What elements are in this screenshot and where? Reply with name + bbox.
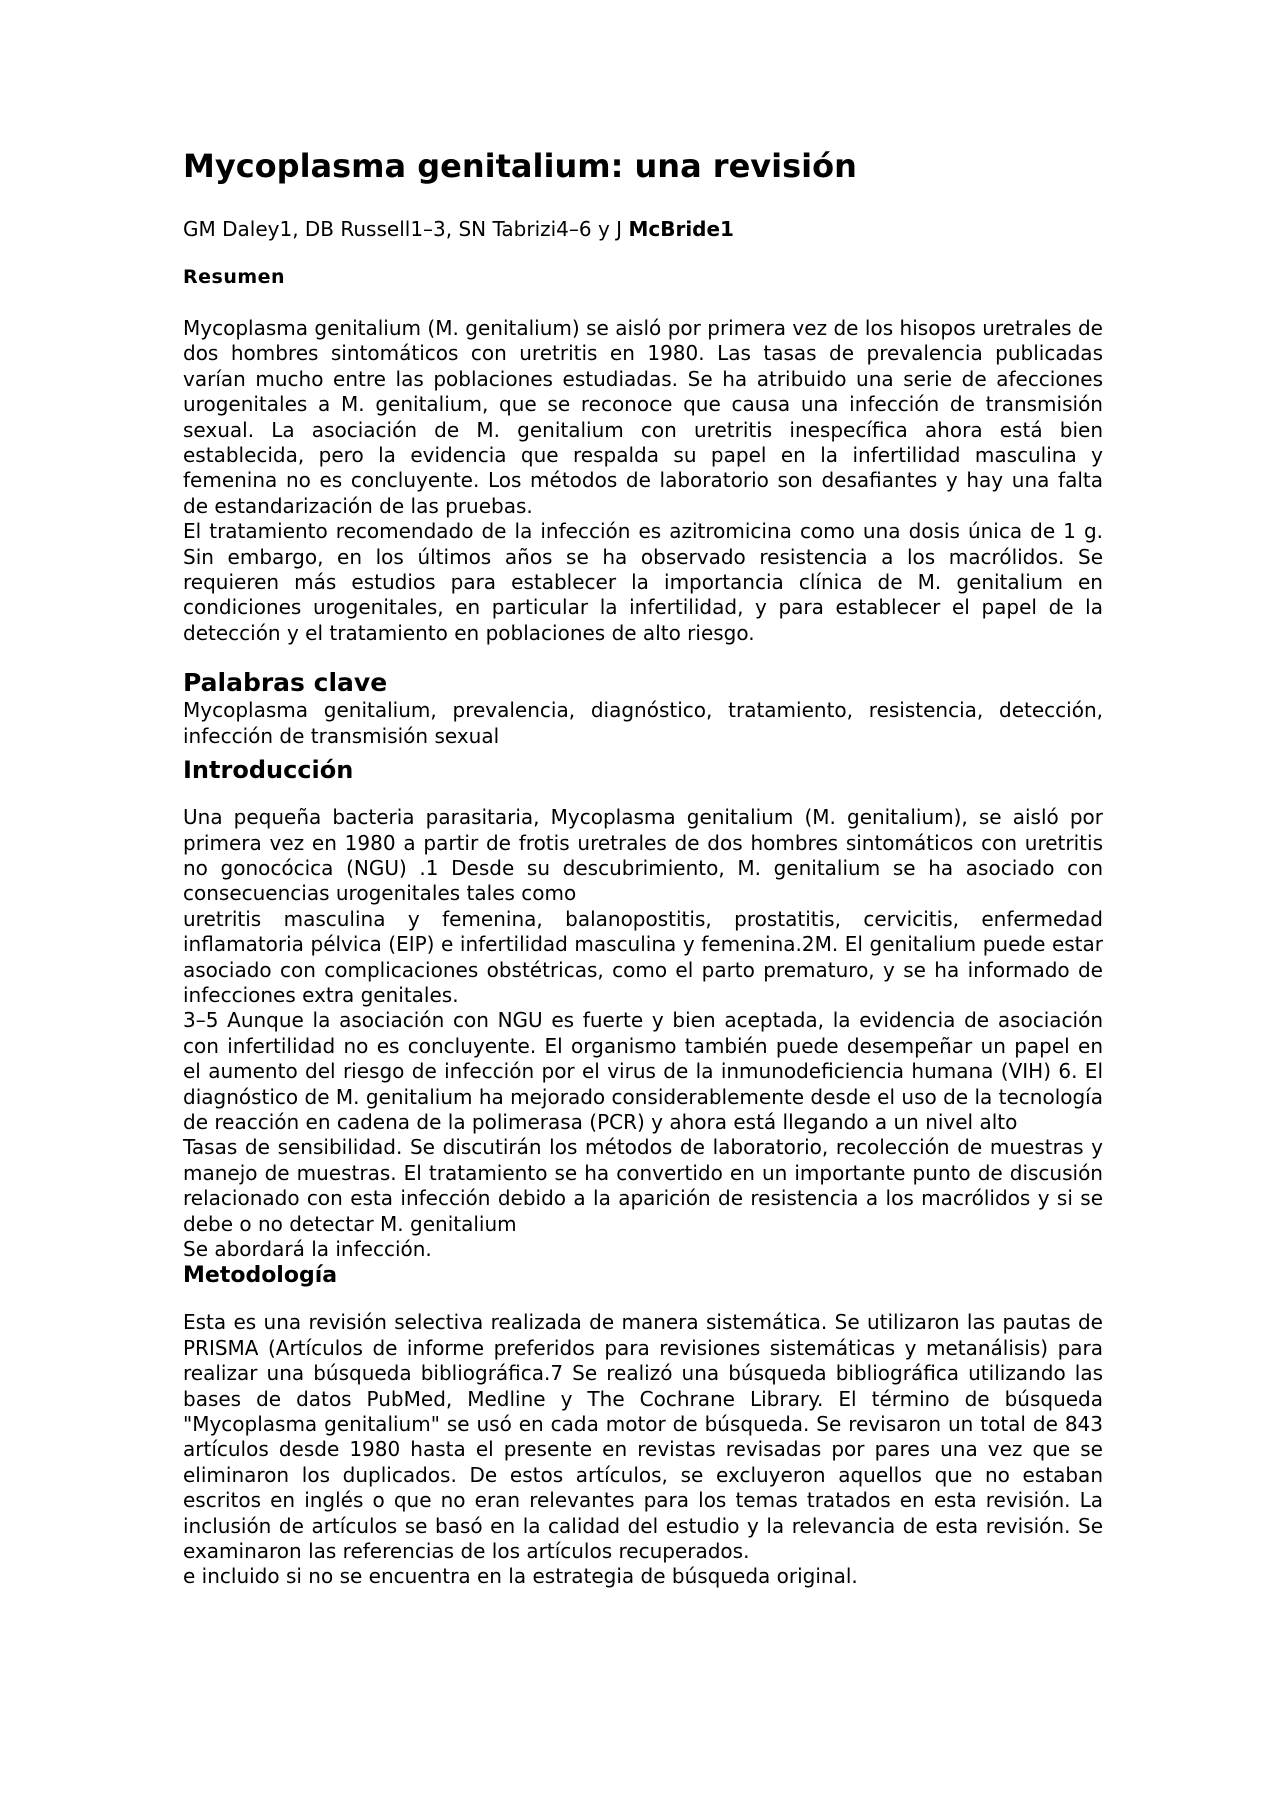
- keywords-section: [183, 668, 1103, 749]
- resumen-label: Resumen: [183, 266, 286, 288]
- intro-paragraph: 3–5 Aunque la asociación con NGU es fuerte y bien aceptada, la evidencia de asociación con infertilidad no es concluyente. El organismo también puede desempeñar un papel en el aumento del riesgo de infección por el virus de la inmunodeficiencia humana (VIH) 6. El diagnóstico de M. genitalium ha mejorado considerablemente desde el uso de la tecnología de reacción en cadena de la polimerasa (PCR) y ahora está llegando a un nivel alto: [183, 1008, 1103, 1134]
- intro-paragraph: Tasas de sensibilidad. Se discutirán los métodos de laboratorio, recolección de muestras y manejo de muestras. El tratamiento se ha convertido en un importante punto de discusión relacionado con esta infección debido a la aparición de resistencia a los macrólidos y si se debe o no detectar M. genitalium: [183, 1135, 1103, 1236]
- intro-paragraph: Una pequeña bacteria parasitaria, Mycoplasma genitalium (M. genitalium), se aisló por primera vez en 1980 a partir de frotis uretrales de dos hombres sintomáticos con uretritis no gonocócica (NGU) .1 Desde su descubrimiento, M. genitalium se ha asociado con consecuencias urogenitales tales como: [183, 805, 1103, 906]
- authors-text: GM Daley1, DB Russell1–3, SN Tabrizi4–6 y J: [183, 217, 629, 241]
- document-title: Mycoplasma genitalium: una revisión: [183, 147, 857, 185]
- resumen-paragraph: Mycoplasma genitalium (M. genitalium) se aisló por primera vez de los hisopos uretrales de dos hombres sintomáticos con uretritis en 1980. Las tasas de prevalencia publicadas varían mucho entre las poblaciones estudiadas. Se ha atribuido una serie de afecciones urogenitales a M. genitalium, que se reconoce que causa una infección de transmisión sexual. La asociación de M. genitalium con uretritis inespecífica ahora está bien establecida, pero la evidencia que respalda su papel en la infertilidad masculina y femenina no es concluyente. Los métodos de laboratorio son desafiantes y hay una falta de estandarización de las pruebas.: [183, 316, 1103, 518]
- intro-paragraph: Se abordará la infección.: [183, 1237, 432, 1261]
- keywords-text: Mycoplasma genitalium, prevalencia, diagnóstico, tratamiento, resistencia, detección, infección de transmisión sexual: [183, 698, 1103, 748]
- resumen-paragraph: El tratamiento recomendado de la infección es azitromicina como una dosis única de 1 g. Sin embargo, en los últimos años se ha observado resistencia a los macrólidos. Se requieren más estudios para establecer la importancia clínica de M. genitalium en condiciones urogenitales, en particular la infertilidad, y para establecer el papel de la detección y el tratamiento en poblaciones de alto riesgo.: [183, 519, 1103, 645]
- method-section: [183, 1262, 1103, 1589]
- document-page: [183, 146, 1103, 1590]
- method-paragraph: e incluido si no se encuentra en la estrategia de búsqueda original.: [183, 1564, 858, 1589]
- intro-paragraph: uretritis masculina y femenina, balanopostitis, prostatitis, cervicitis, enfermedad inflamatoria pélvica (EIP) e infertilidad masculina y femenina.2M. El genitalium puede estar asociado con complicaciones obstétricas, como el parto prematuro, y se ha informado de infecciones extra genitales.: [183, 906, 1103, 1007]
- resumen-section: [183, 316, 1103, 646]
- authors-line: [183, 216, 1103, 242]
- keywords-heading: Palabras clave: [183, 668, 388, 698]
- authors-bold-name: McBride1: [628, 217, 734, 241]
- method-paragraph: Esta es una revisión selectiva realizada de manera sistemática. Se utilizaron las pautas de PRISMA (Artículos de informe preferidos para revisiones sistemáticas y metanálisis) para realizar una búsqueda bibliográfica.7 Se realizó una búsqueda bibliográfica utilizando las bases de datos PubMed, Medline y The Cochrane Library. El término de búsqueda "Mycoplasma genitalium" se usó en cada motor de búsqueda. Se revisaron un total de 843 artículos desde 1980 hasta el presente en revistas revisadas por pares una vez que se eliminaron los duplicados. De estos artículos, se excluyeron aquellos que no estaban escritos en inglés o que no eran relevantes para los temas tratados en esta revisión. La inclusión de artículos se basó en la calidad del estudio y la relevancia de esta revisión. Se examinaron las referencias de los artículos recuperados.: [183, 1310, 1103, 1564]
- intro-section: [183, 755, 1103, 1262]
- method-heading: Metodología: [183, 1263, 338, 1289]
- intro-heading: Introducción: [183, 756, 354, 785]
